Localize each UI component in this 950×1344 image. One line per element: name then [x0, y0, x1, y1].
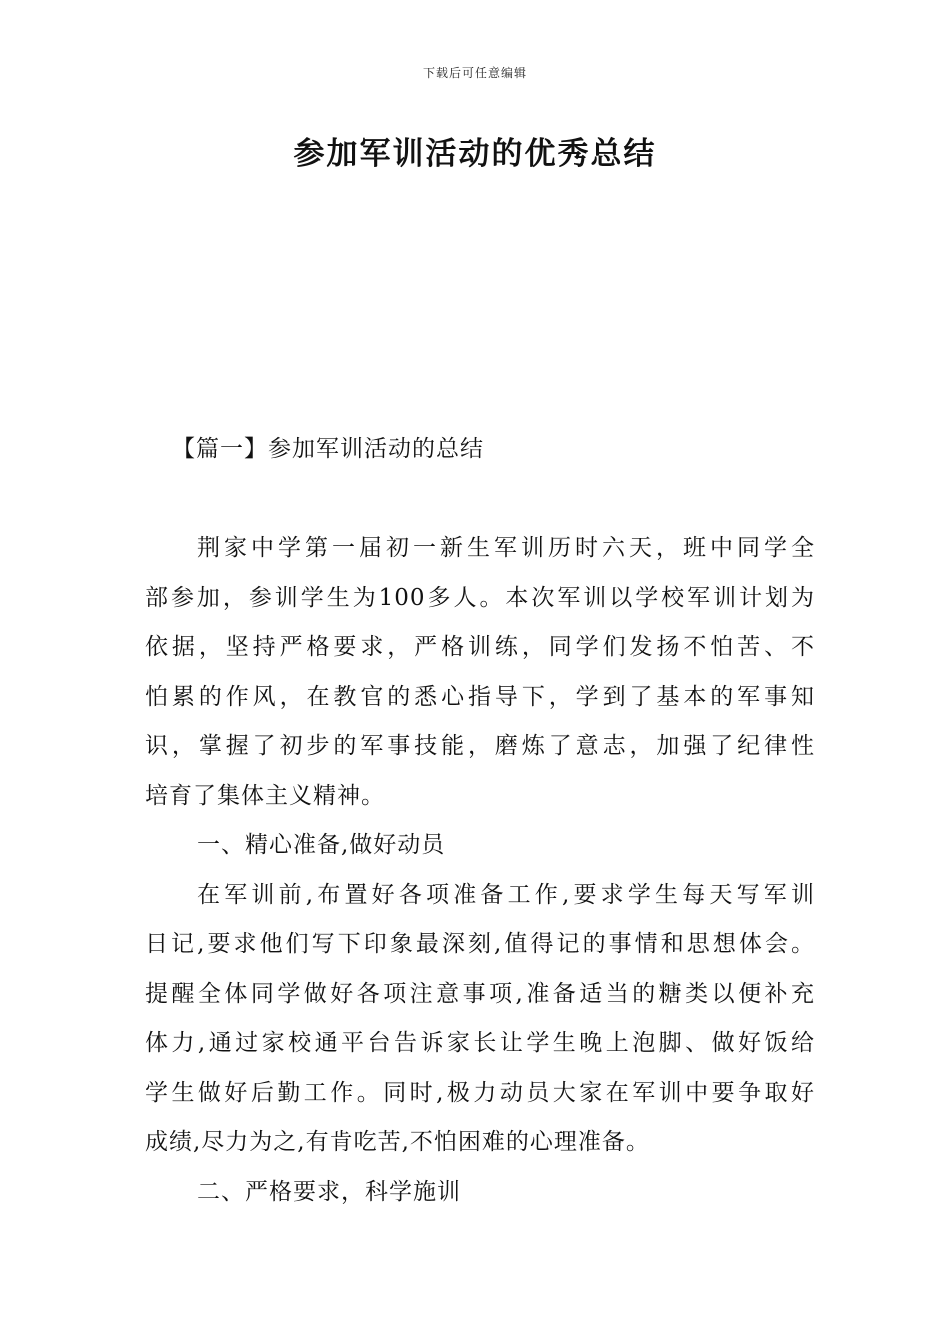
section-title: 【篇一】参加军训活动的总结: [172, 436, 484, 462]
paragraph-line: 在军训前,布置好各项准备工作,要求学生每天写军训: [197, 881, 815, 908]
body-text: [145, 524, 815, 1217]
paragraph-line: 部参加，参训学生为100多人。本次军训以学校军训计划为: [145, 584, 815, 611]
subheading: 二、严格要求，科学施训: [197, 1178, 461, 1205]
paragraph-line: 依据，坚持严格要求，严格训练，同学们发扬不怕苦、不: [145, 634, 815, 660]
paragraph-line: 体力,通过家校通平台告诉家长让学生晚上泡脚、做好饭给: [145, 1030, 815, 1056]
paragraph-line: 识，掌握了初步的军事技能，磨炼了意志，加强了纪律性: [145, 733, 815, 759]
paragraph-line: 成绩,尽力为之,有肯吃苦,不怕困难的心理准备。: [145, 1129, 650, 1155]
subheading: 一、精心准备,做好动员: [197, 832, 446, 858]
header-note: 下载后可任意编辑: [422, 66, 527, 80]
paragraph-line: 日记,要求他们写下印象最深刻,值得记的事情和思想体会。: [145, 931, 815, 957]
paragraph-line: 提醒全体同学做好各项注意事项,准备适当的糖类以便补充: [145, 980, 815, 1007]
paragraph-line: 培育了集体主义精神。: [145, 782, 385, 809]
paragraph-line: 荆家中学第一届初一新生军训历时六天，班中同学全: [197, 535, 815, 561]
paragraph-line: 学生做好后勤工作。同时,极力动员大家在军训中要争取好: [145, 1079, 815, 1106]
paragraph-line: 怕累的作风，在教官的悉心指导下，学到了基本的军事知: [145, 683, 815, 710]
document-title: 参加军训活动的优秀总结: [293, 136, 657, 172]
